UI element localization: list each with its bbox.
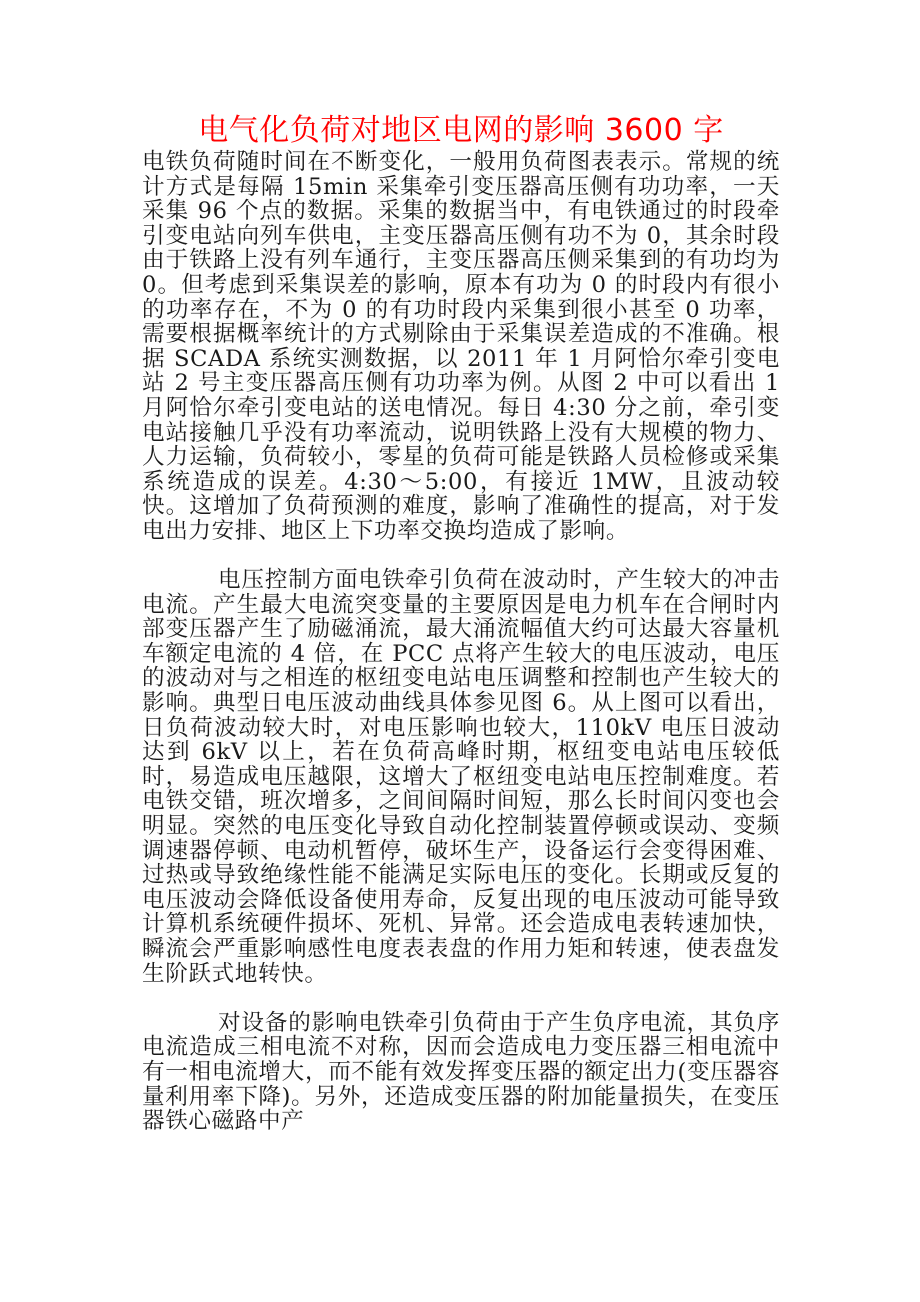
paragraph-equipment-impact: 对设备的影响电铁牵引负荷由于产生负序电流，其负序电流造成三相电流不对称，因而会造成电力变压器三相电流中有一相电流增大，而不能有效发挥变压器的额定出力(变压器容量利用率下降)。另外，还造成变压器的附加能量损失，在变压器铁心磁路中产 [142,1009,780,1135]
paragraph-load-statistics: 电铁负荷随时间在不断变化，一般用负荷图表表示。常规的统计方式是每隔 15min 采集牵引变压器高压侧有功功率，一天采集 96 个点的数据。采集的数据当中，有电铁通过的时段牵引变电站向列车供电，主变压器高压侧有功不为 0，其余时段由于铁路上没有列车通行，主变压器高压侧采集到的有功均为 0。但考虑到采集误差的影响，原本有功为 0 的时段内有很小的功率存在，不为 0 的有功时段内采集到很小甚至 0 功率，需要根据概率统计的方式剔除由于采集误差造成的不准确。根据 SCADA 系统实测数据，以 2011 年 1 月阿恰尔牵引变电站 2 号主变压器高压侧有功功率为例。从图 2 中可以看出 1 月阿恰尔牵引变电站的送电情况。每日 4:30 分之前，牵引变电站接触几乎没有功率流动，说明铁路上没有大规模的物力、人力运输，负荷较小，零星的负荷可能是铁路人员检修或采集系统造成的误差。4:30～5:00，有接近 1MW，且波动较快。这增加了负荷预测的难度，影响了准确性的提高，对于发电出力安排、地区上下功率交换均造成了影响。 [142,149,780,544]
paragraph-voltage-control: 电压控制方面电铁牵引负荷在波动时，产生较大的冲击电流。产生最大电流突变量的主要原因是电力机车在合闸时内部变压器产生了励磁涌流，最大涌流幅值大约可达最大容量机车额定电流的 4 倍，在 PCC 点将产生较大的电压波动，电压的波动对与之相连的枢纽变电站电压调整和控制也产生较大的影响。典型日电压波动曲线具体参见图 6。从上图可以看出，日负荷波动较大时，对电压影响也较大，110kV 电压日波动达到 6kV 以上，若在负荷高峰时期，枢纽变电站电压较低时，易造成电压越限，这增大了枢纽变电站电压控制难度。若电铁交错，班次增多，之间间隔时间短，那么长时间闪变也会明显。突然的电压变化导致自动化控制装置停顿或误动、变频调速器停顿、电动机暂停，破坏生产，设备运行会变得困难、过热或导致绝缘性能不能满足实际电压的变化。长期或反复的电压波动会降低设备使用寿命，反复出现的电压波动可能导致计算机系统硬件损坏、死机、异常。还会造成电表转速加快，瞬流会严重影响感性电度表表盘的作用力矩和转速，使表盘发生阶跃式地转快。 [142,567,780,987]
paragraph-spacer [142,544,780,569]
document-page [142,112,780,1134]
paragraph-spacer [142,986,780,1011]
document-title: 电气化负荷对地区电网的影响 3600 字 [198,113,724,148]
